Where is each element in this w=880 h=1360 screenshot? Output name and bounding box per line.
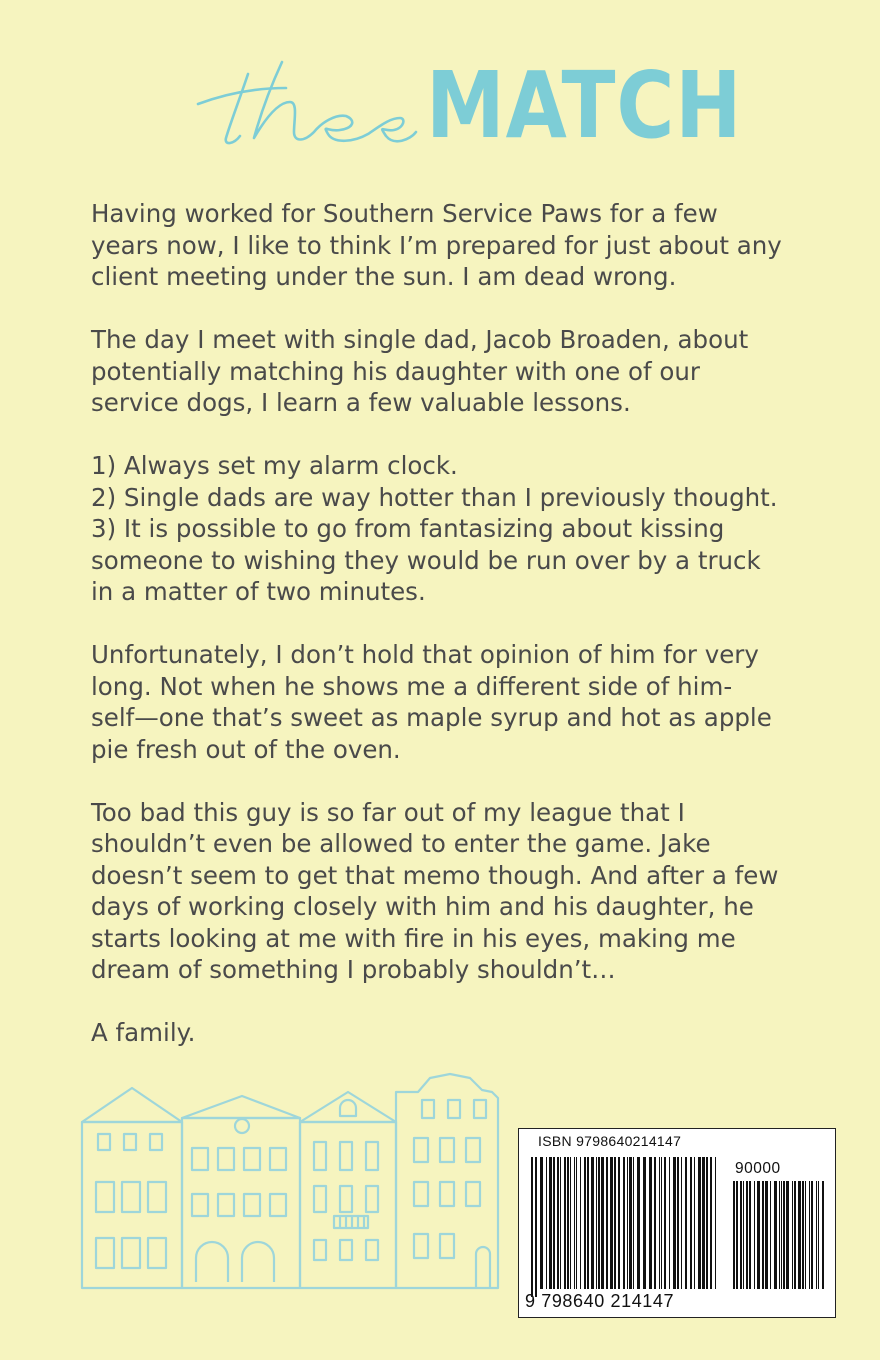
title-main: MATCH (426, 52, 743, 159)
barcode-bar (694, 1157, 695, 1289)
barcode-bar (681, 1157, 682, 1289)
barcode-bar (546, 1157, 547, 1289)
blurb-list (91, 450, 811, 608)
barcode-bar (811, 1181, 813, 1289)
barcode-bar (749, 1181, 751, 1289)
barcode-guard (531, 1157, 533, 1297)
blurb-line: 3) It is possible to go from fantasizing about kissing (91, 514, 725, 543)
barcode-bar (770, 1181, 771, 1289)
barcode-bar (786, 1181, 789, 1289)
barcode-bar (659, 1157, 660, 1289)
blurb-line: days of working closely with him and his daughter, he (91, 892, 754, 921)
blurb-line: Unfortunately, I don’t hold that opinion of him for very (91, 640, 759, 669)
blurb-line: 2) Single dads are way hotter than I previously thought. (91, 482, 778, 512)
barcode-bar (822, 1181, 824, 1289)
barcode-bar (570, 1157, 571, 1289)
blurb-line: pie fresh out of the oven. (91, 734, 401, 764)
blurb-line: A family. (91, 1018, 196, 1047)
barcode-bar (794, 1181, 796, 1289)
barcode-bar (690, 1157, 692, 1289)
barcode-bar (606, 1157, 608, 1289)
barcode-bar (673, 1157, 676, 1289)
barcode-bar (560, 1157, 561, 1289)
barcode-bar (643, 1157, 646, 1289)
blurb-line: potentially matching his daughter with one of our (91, 356, 700, 386)
barcode-bar (567, 1157, 569, 1289)
blurb-line: starts looking at me with fire in his eyes, making me (91, 923, 736, 953)
barcode-bar (649, 1157, 652, 1289)
barcode-bar (596, 1157, 597, 1289)
barcode-bar (685, 1157, 687, 1289)
blurb-line: long. Not when he shows me a different side of him- (91, 671, 733, 701)
book-title (190, 52, 743, 159)
barcode-bar (580, 1157, 581, 1289)
barcode-bar (664, 1157, 666, 1289)
barcode-bar (661, 1157, 662, 1289)
back-cover-blurb (91, 198, 811, 1080)
barcode-bar (540, 1157, 543, 1289)
barcode-bar (798, 1181, 801, 1289)
barcode-bar (702, 1157, 705, 1289)
barcode-bar (549, 1157, 552, 1289)
barcode-bar (637, 1157, 640, 1289)
barcode-bar (754, 1181, 755, 1289)
blurb-paragraph (91, 198, 811, 293)
barcode-bar (574, 1157, 575, 1289)
barcode-bar (623, 1157, 625, 1289)
barcode-bar (805, 1181, 806, 1289)
blurb-line: The day I meet with single dad, Jacob Broaden, about (91, 325, 749, 354)
blurb-paragraph (91, 797, 811, 986)
barcode-bar (614, 1157, 616, 1289)
barcode-bar (757, 1181, 760, 1289)
barcode-guard (535, 1157, 537, 1297)
barcode-bar (733, 1181, 735, 1289)
barcode-bar (816, 1181, 817, 1289)
barcode-bars (519, 1129, 835, 1317)
barcode-bar (779, 1181, 780, 1289)
blurb-paragraph (91, 639, 811, 765)
barcode-bar (792, 1181, 793, 1289)
barcode-bar (743, 1181, 744, 1289)
blurb-paragraph (91, 324, 811, 419)
blurb-closing (91, 1017, 811, 1049)
barcode-bar (629, 1157, 632, 1289)
barcode-bar (591, 1157, 594, 1289)
blurb-line: years now, I like to think I’m prepared for just about any (91, 230, 782, 260)
price-code: 90000 (735, 1160, 781, 1177)
barcode-bar (698, 1157, 701, 1289)
blurb-line: in a matter of two minutes. (91, 577, 426, 606)
isbn-digits: 9 798640 214147 (525, 1291, 675, 1311)
barcode-bar (746, 1181, 748, 1289)
barcode-bar (564, 1157, 566, 1289)
barcode-bar (584, 1157, 586, 1289)
barcode-bar (601, 1157, 604, 1289)
barcode-bar (598, 1157, 600, 1289)
barcode-bar (765, 1181, 768, 1289)
barcode-bar (740, 1181, 742, 1289)
blurb-line: client meeting under the sun. I am dead wrong. (91, 262, 677, 291)
barcode-bar (710, 1157, 712, 1289)
barcode-bar (715, 1157, 716, 1289)
barcode-bar (677, 1157, 679, 1289)
barcode-bar (809, 1181, 810, 1289)
barcode-bar (633, 1157, 634, 1289)
barcode-bar (618, 1157, 620, 1289)
barcode-bar (553, 1157, 555, 1289)
barcode-bar (654, 1157, 656, 1289)
barcode-bar (802, 1181, 804, 1289)
blurb-line: self—one that’s sweet as maple syrup and hot as apple (91, 703, 772, 732)
blurb-line: someone to wishing they would be run over by a truck (91, 545, 761, 575)
blurb-line: 1) Always set my alarm clock. (91, 451, 458, 480)
townhouses-illustration (78, 1070, 508, 1292)
barcode-bar (557, 1157, 559, 1289)
barcode-bar (610, 1157, 613, 1289)
barcode-bar (627, 1157, 628, 1289)
blurb-line: dream of something I probably shouldn’t… (91, 955, 616, 984)
barcode-bar (587, 1157, 589, 1289)
isbn-barcode (518, 1128, 836, 1318)
barcode-bar (781, 1181, 782, 1289)
blurb-line: Having worked for Southern Service Paws for a few (91, 199, 718, 228)
barcode-bar (736, 1181, 738, 1289)
barcode-bar (576, 1157, 577, 1289)
isbn-label: ISBN 9798640214147 (538, 1133, 682, 1149)
blurb-line: shouldn’t even be allowed to enter the game. Jake (91, 829, 711, 858)
barcode-bar (706, 1157, 708, 1289)
blurb-line: Too bad this guy is so far out of my league that I (91, 797, 685, 827)
barcode-bar (818, 1181, 819, 1289)
barcode-bar (783, 1181, 785, 1289)
blurb-line: service dogs, I learn a few valuable lessons. (91, 388, 631, 417)
barcode-bar (762, 1181, 764, 1289)
blurb-line: doesn’t seem to get that memo though. And after a few (91, 860, 779, 890)
barcode-bar (774, 1181, 777, 1289)
title-script-the (190, 58, 420, 148)
barcode-bar (669, 1157, 670, 1289)
